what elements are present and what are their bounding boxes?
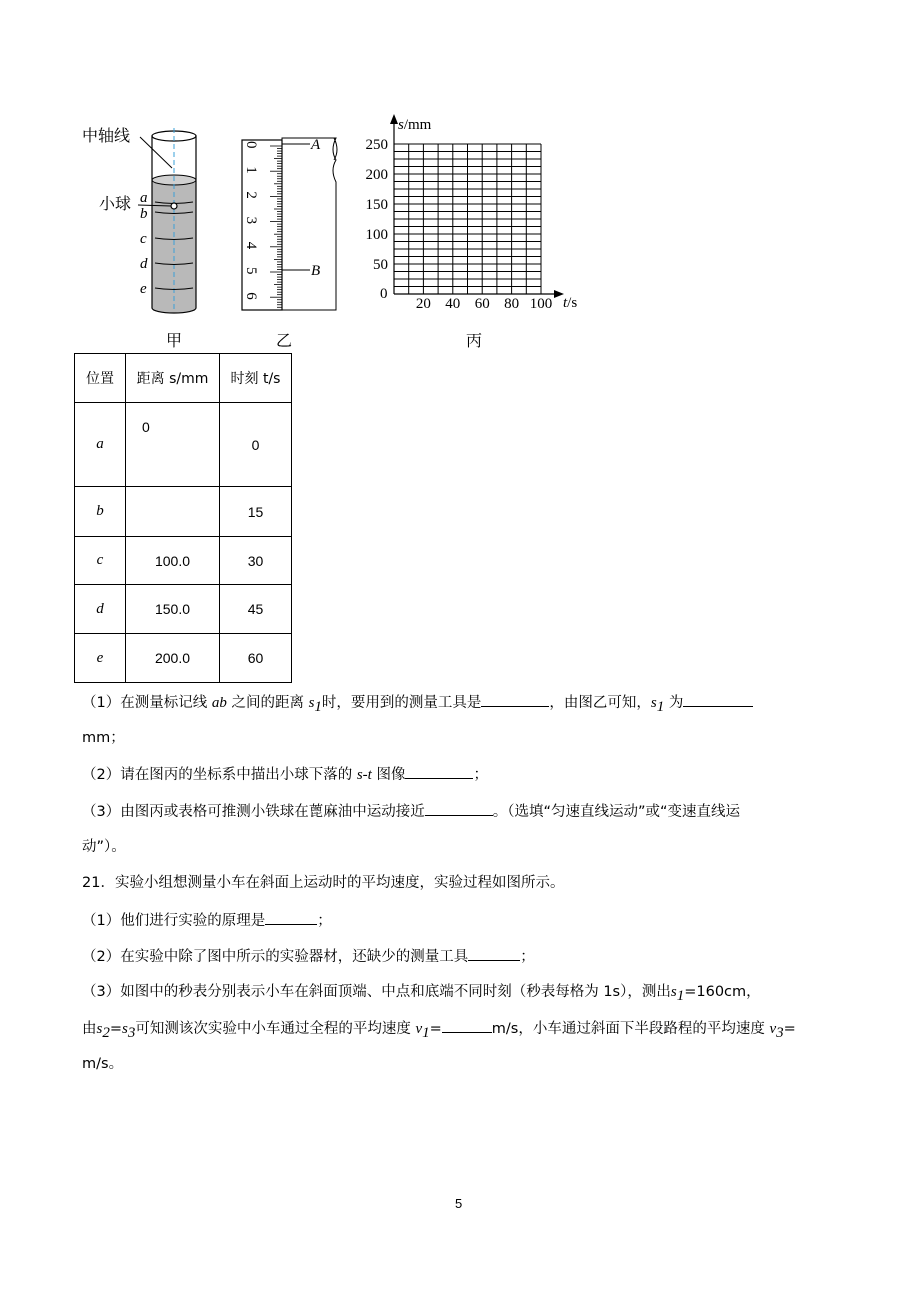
page-number: 5 xyxy=(455,1196,463,1211)
answer-blank[interactable] xyxy=(683,692,753,707)
question-21-1: （1）他们进行实验的原理是 ； xyxy=(82,910,332,931)
ruler-number: 1 xyxy=(243,166,259,174)
caption-yi: 乙 xyxy=(276,331,293,350)
y-arrow xyxy=(390,114,398,124)
question-20-3-cont: 动”）。 xyxy=(82,839,126,855)
x-tick-label: 20 xyxy=(415,296,431,312)
header-time: 时刻 t/s xyxy=(220,354,292,403)
ruler-number: 5 xyxy=(243,267,259,275)
question-21-3: （3）如图中的秒表分别表示小车在斜面顶端、中点和底端不同时刻（秒表每格为 1s），测出$s_1=160cm$， xyxy=(82,984,761,1004)
data-table xyxy=(74,353,292,683)
cell-pos: e xyxy=(75,634,126,683)
caption-bing: 丙 xyxy=(466,331,483,350)
cell-pos: a xyxy=(75,403,126,487)
cell-t: 45 xyxy=(220,585,292,634)
x-tick-label: 40 xyxy=(445,296,461,312)
label-b: B xyxy=(311,263,321,279)
y-axis-label: s/mm xyxy=(398,117,432,133)
cell-pos: c xyxy=(75,537,126,585)
ruler-number: 4 xyxy=(243,241,259,250)
question-21-3-cont: 由$s_2=s_3$可知测该次实验中小车通过全程的平均速度 $v_1= m/s$，小车通过斜面下半段路程的平均速度 $v_3=$ xyxy=(82,1018,796,1043)
y-tick-label: 150 xyxy=(365,197,388,213)
table-row xyxy=(75,537,292,585)
mark-a: a xyxy=(140,190,148,206)
cell-s: 100.0 xyxy=(126,537,220,585)
question-20-3: （3）由图丙或表格可推测小铁球在蓖麻油中运动接近 。（选填“匀速直线运动”或“变速直线运 xyxy=(82,801,740,822)
figure-yi xyxy=(242,137,337,350)
mark-e: e xyxy=(140,281,147,297)
question-20-2: （2）请在图丙的坐标系中描出小球下落的 s-t 图像 ； xyxy=(82,764,488,785)
table-row xyxy=(75,487,292,537)
ball-label: 小球 xyxy=(99,194,132,213)
question-21-2: （2）在实验中除了图中所示的实验器材，还缺少的测量工具 ； xyxy=(82,946,535,967)
answer-blank[interactable] xyxy=(468,946,520,961)
figure-bing xyxy=(366,114,578,350)
answer-blank[interactable] xyxy=(405,764,473,779)
y-tick-label: 50 xyxy=(373,257,388,273)
ball xyxy=(171,203,177,209)
x-tick-label: 60 xyxy=(474,296,490,312)
origin-label: 0 xyxy=(380,286,388,302)
label-a: A xyxy=(311,137,321,153)
figures xyxy=(0,0,920,360)
cell-pos: d xyxy=(75,585,126,634)
answer-blank[interactable] xyxy=(442,1018,492,1033)
cell-t: 60 xyxy=(220,634,292,683)
x-axis-label: t/s xyxy=(563,295,578,311)
caption-jia: 甲 xyxy=(166,331,183,350)
cell-s: 200.0 xyxy=(126,634,220,683)
cell-s: 0 xyxy=(126,403,220,487)
ruler-number: 3 xyxy=(243,216,259,225)
question-21-3-end: m/s。 xyxy=(82,1056,124,1072)
table-row xyxy=(75,634,292,683)
y-tick-label: 250 xyxy=(365,137,388,153)
table-header-row xyxy=(75,354,292,403)
question-20-1: （1）在测量标记线 ab 之间的距离 $s_1$时，要用到的测量工具是 ，由图乙可知，$s_1$ 为 xyxy=(82,692,753,717)
cell-s: 150.0 xyxy=(126,585,220,634)
y-tick-label: 200 xyxy=(365,167,388,183)
mark-d: d xyxy=(140,256,148,272)
figure-jia xyxy=(82,126,196,350)
cell-s xyxy=(126,487,220,537)
answer-blank[interactable] xyxy=(481,692,549,707)
question-20-1-cont: mm； xyxy=(82,730,125,746)
cell-t: 30 xyxy=(220,537,292,585)
paper-strip xyxy=(282,138,336,310)
ruler-number: 0 xyxy=(243,141,259,149)
answer-blank[interactable] xyxy=(425,801,493,816)
mark-c: c xyxy=(140,231,147,247)
answer-blank[interactable] xyxy=(265,910,317,925)
ruler-number: 2 xyxy=(243,191,259,199)
table-row xyxy=(75,403,292,487)
axis-leader xyxy=(140,137,172,168)
table-row xyxy=(75,585,292,634)
x-tick-label: 100 xyxy=(529,296,553,312)
cell-pos: b xyxy=(75,487,126,537)
x-tick-label: 80 xyxy=(504,296,520,312)
mark-b: b xyxy=(140,206,148,222)
cell-t: 15 xyxy=(220,487,292,537)
ruler-number: 6 xyxy=(243,292,259,300)
header-position: 位置 xyxy=(75,354,126,403)
y-tick-label: 100 xyxy=(365,227,388,243)
axis-label: 中轴线 xyxy=(82,126,131,145)
question-21-stem: 21．实验小组想测量小车在斜面上运动时的平均速度，实验过程如图所示。 xyxy=(82,875,565,891)
header-distance: 距离 s/mm xyxy=(126,354,220,403)
cell-t: 0 xyxy=(220,403,292,487)
